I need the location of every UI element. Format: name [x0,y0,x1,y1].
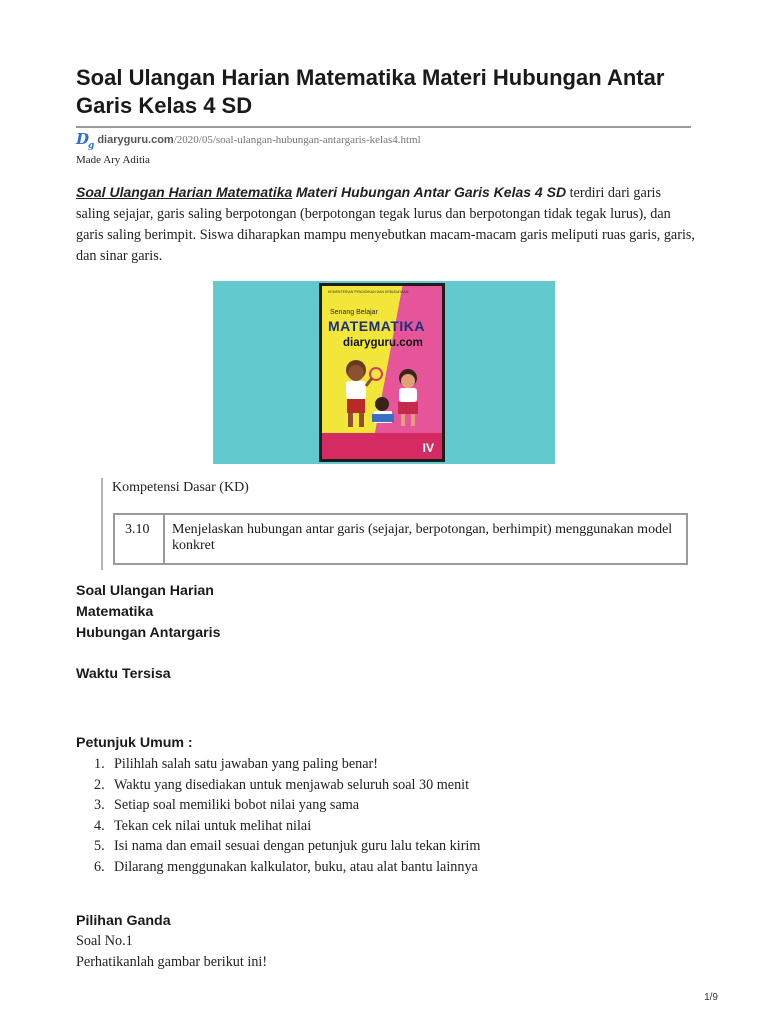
list-item: 1. Pilihlah salah satu jawaban yang paling benar! [94,756,378,772]
cover-publisher: KEMENTERIAN PENDIDIKAN DAN KEBUDAYAAN [328,290,409,294]
cover-watermark-site: diaryguru.com [343,337,423,349]
cover-grade: IV [422,441,434,455]
cover-subject: MATEMATIKA [328,318,426,334]
list-item: 3. Setiap soal memiliki bobot nilai yang sama [94,797,360,813]
kd-quote [101,478,693,570]
list-item: 2. Waktu yang disediakan untuk menjawab seluruh soal 30 menit [94,776,470,793]
kd-description: Menjelaskan hubungan antar garis (sejajar, berpotongan, berhimpit) menggunakan model konkret [172,522,673,553]
list-item: 5. Isi nama dan email sesuai dengan petunjuk guru lalu tekan kirim [94,838,481,854]
exam-title-line2: Matematika [76,604,154,620]
instructions-heading: Petunjuk Umum : [76,735,193,751]
list-item: 6. Dilarang menggunakan kalkulator, buku, atau alat bantu lainnya [94,858,478,875]
exam-title-line1: Soal Ulangan Harian [76,583,214,599]
title-divider [76,126,691,128]
page-number: 1/9 [704,992,718,1003]
cover-series: Senang Belajar [330,309,378,316]
instructions-list [94,754,480,877]
kd-title: Kompetensi Dasar (KD) [112,480,249,495]
page-title: Soal Ulangan Harian Matematika Materi Hubungan Antar Garis Kelas 4 SD [76,65,665,118]
source-domain-link[interactable]: diaryguru.com [97,134,174,146]
intro-body: terdiri dari garis saling sejajar, garis saling berpotongan (berpotongan tegak lurus dan berpotongan tidak tegak lurus), dan garis saling berimpit. Siswa diharapkan mampu menyebutkan macam-macam garis meliputi ruas garis, garis, dan sinar garis. [76,185,695,264]
section-heading: Pilihan Ganda [76,913,171,929]
kd-code: 3.10 [115,515,165,563]
author-name: Made Ary Aditia [76,154,150,166]
diaryguru-logo-icon: $D_g$ [76,129,94,151]
book-cover [319,283,445,462]
intro-title-link[interactable]: Soal Ulangan Harian Matematika [76,184,293,200]
question-prompt: Perhatikanlah gambar berikut ini! [76,954,268,970]
intro-paragraph [76,182,696,267]
question-number: Soal No.1 [76,933,133,949]
list-item: 4. Tekan cek nilai untuk melihat nilai [94,817,312,834]
timer-label: Waktu Tersisa [76,666,171,682]
table-row [115,515,686,563]
book-cover-image [213,281,555,464]
intro-topic: Materi Hubungan Antar Garis Kelas 4 SD [295,184,567,200]
kd-table [113,513,688,565]
source-line [76,130,421,150]
source-path[interactable]: /2020/05/soal-ulangan-hubungan-antargaris-kelas4.html [173,134,421,146]
children-illustration-icon [332,356,432,436]
exam-title-line3: Hubungan Antargaris [76,625,221,641]
